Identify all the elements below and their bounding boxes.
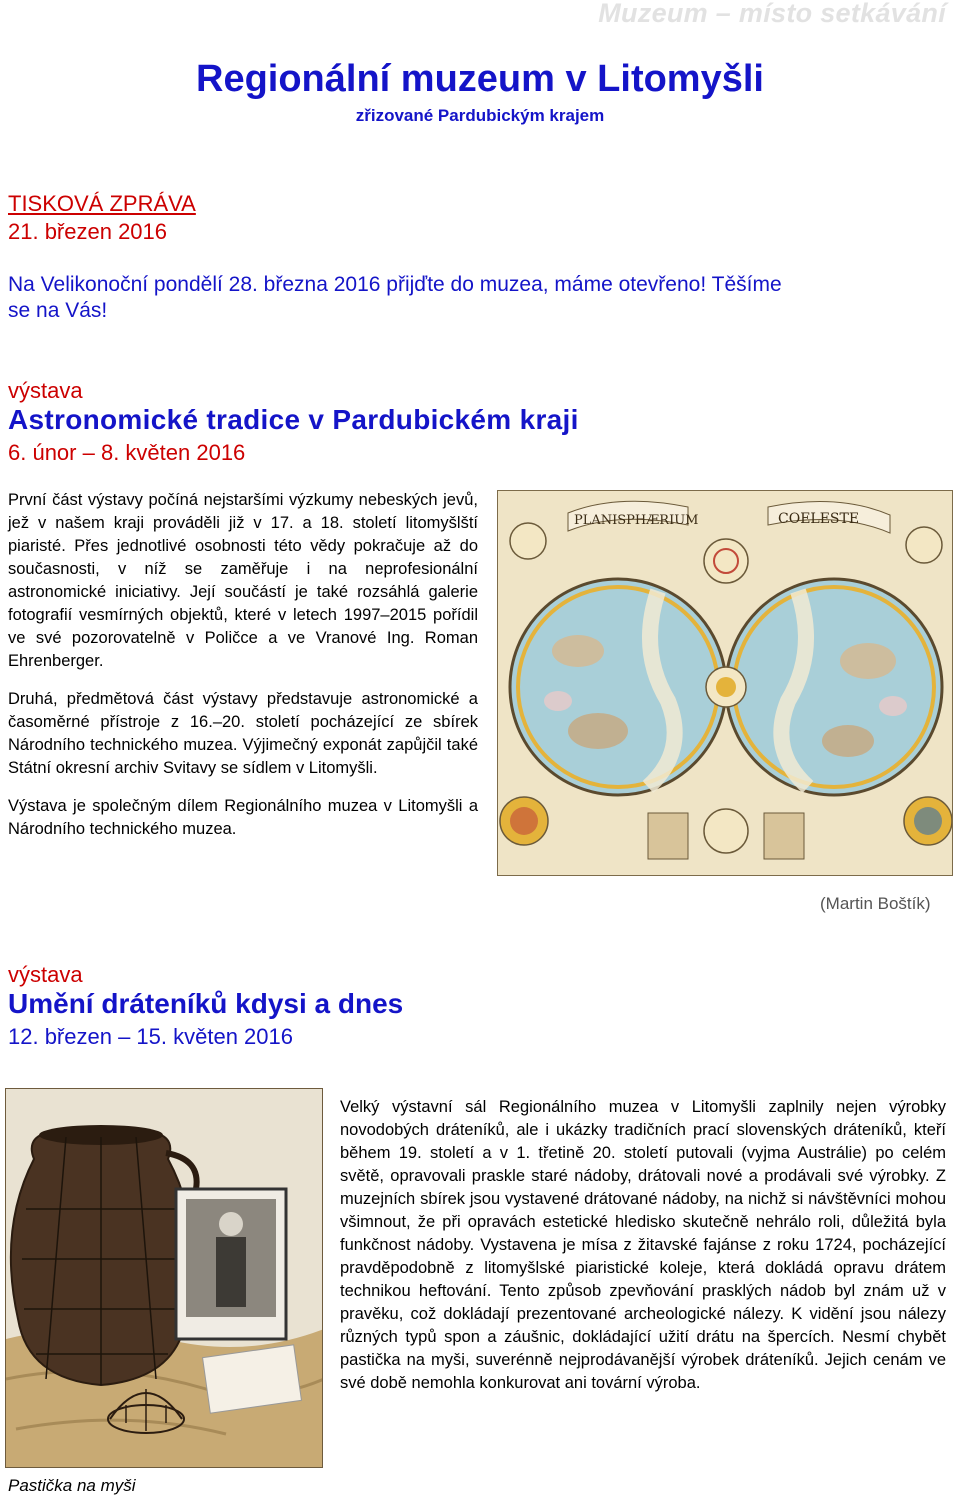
corner-diagram [510,523,546,559]
museum-subtitle: zřizované Pardubickým krajem [355,106,605,125]
map-banner-right-text: COELESTE [778,511,860,527]
planisphere-illustration [498,491,953,876]
right-hemisphere [726,579,942,795]
photo-figure-body [216,1237,246,1307]
corner-diagram-core [914,807,942,835]
exhibition1-label: výstava [8,378,83,403]
exhibition1-paragraph: Výstava je společným dílem Regionálního muzea v Litomyšli a Národního technického muzea. [8,797,478,838]
photo-caption: Pastička na myši [8,1476,136,1495]
wire-pot-illustration [6,1089,323,1468]
instrument-drawing [764,813,804,859]
exhibition2-title: Umění dráteníků kdysi a dnes [8,988,404,1019]
constellation-figure [879,696,907,716]
exhibition1-title: Astronomické tradice v Pardubickém kraji [8,404,579,435]
constellation-figure [822,725,874,757]
corner-diagram [704,539,748,583]
corner-diagram-core [510,807,538,835]
center-diagram-sun [716,677,736,697]
exhibition1-paragraph: Druhá, předmětová část výstavy představuje astronomické a časoměrné přístroje z 16.–20. století pocházející ze sbírek Národního technického muzea. Výjimečný exponát zapůjčil také Státní okresní archiv Svitavy se sídlem v Litomyšli. [8,690,478,777]
instrument-drawing [648,813,688,859]
exhibition2-text: Velký výstavní sál Regionálního muzea v Litomyšli zaplnily nejen výrobky novodobých dráteníků, ale i ukázky tradičních prací slovenských dráteníků, kteří během 19. století a v 1. třetině 20. století putovali (vyjma Austrálie) po celém světě, opravovali praskle staré nádoby, drátovali nové a prodávali své výrobky. Z muzejních sbírek jsou vystavené drátované nádoby, na nichž si návštěvníci mohou všimnout, že při opravách estetické hledisko skutečně nehrálo roli, důležitá byla funkčnost nádoby. Vystavena je mísa z žitavské fajánse z roku 1724, pocházející pravděpodobně z litomyšlské piaristické koleje, která dokládá opravu drátem technikou heftování. Tento způsob zpevňování prasklých nádob byl znám už v pravěku, což dokládají prezentované archeologické nálezy. K vidění jsou nálezy různých typů spon a záušnic, dokládající užití drátu na špercích. Nesmí chybět pastička na myši, suverénně nejprodávanější výrobek dráteníků. Jejich cenám ve své době nemohla konkurovat ani tovární výroba. [340,1098,946,1392]
press-release-label: TISKOVÁ ZPRÁVA [8,191,196,216]
label-card [203,1345,302,1413]
exhibition1-paragraph: První část výstavy počíná nejstaršími výzkumy nebeských jevů, jež v našem kraji prováděli již v 17. a 18. století litomyšlští piaristé. Přes jednotlivé osobnosti této vědy pokračuje až do současnosti, v níž se zaměřuje i na neprofesionální astronomické iniciativy. Její součástí je také rozsáhlá galerie fotografií vesmírných objektů, které v letech 1997–2015 pořídil ve své pozorovatelně v Poličce a ve Vranové Ing. Roman Ehrenberger. [8,491,478,670]
author-credit: (Martin Boštík) [820,894,931,913]
museum-motto: Muzeum – místo setkávání [598,0,946,28]
planisphere-image [497,490,953,876]
exhibition2-label: výstava [8,962,83,987]
photo-figure-head [219,1212,243,1236]
constellation-figure [552,635,604,667]
exhibition1-text [8,489,478,856]
constellation-figure [840,643,896,679]
corner-diagram [704,809,748,853]
easter-announcement: Na Velikonoční pondělí 28. března 2016 přijďte do muzea, máme otevřeno! Těšíme se na Vás! [8,273,782,322]
map-banner-left-text: PLANISPHÆRIUM [574,513,699,528]
corner-diagram [906,527,942,563]
exhibition1-dates: 6. únor – 8. květen 2016 [8,440,246,465]
exhibition2-dates: 12. březen – 15. květen 2016 [8,1024,293,1049]
wire-pot-photo [5,1088,323,1468]
constellation-figure [568,713,628,749]
left-hemisphere [510,579,726,795]
press-release-date: 21. březen 2016 [8,219,168,244]
constellation-figure [544,691,572,711]
museum-title: Regionální muzeum v Litomyšli [196,58,764,100]
